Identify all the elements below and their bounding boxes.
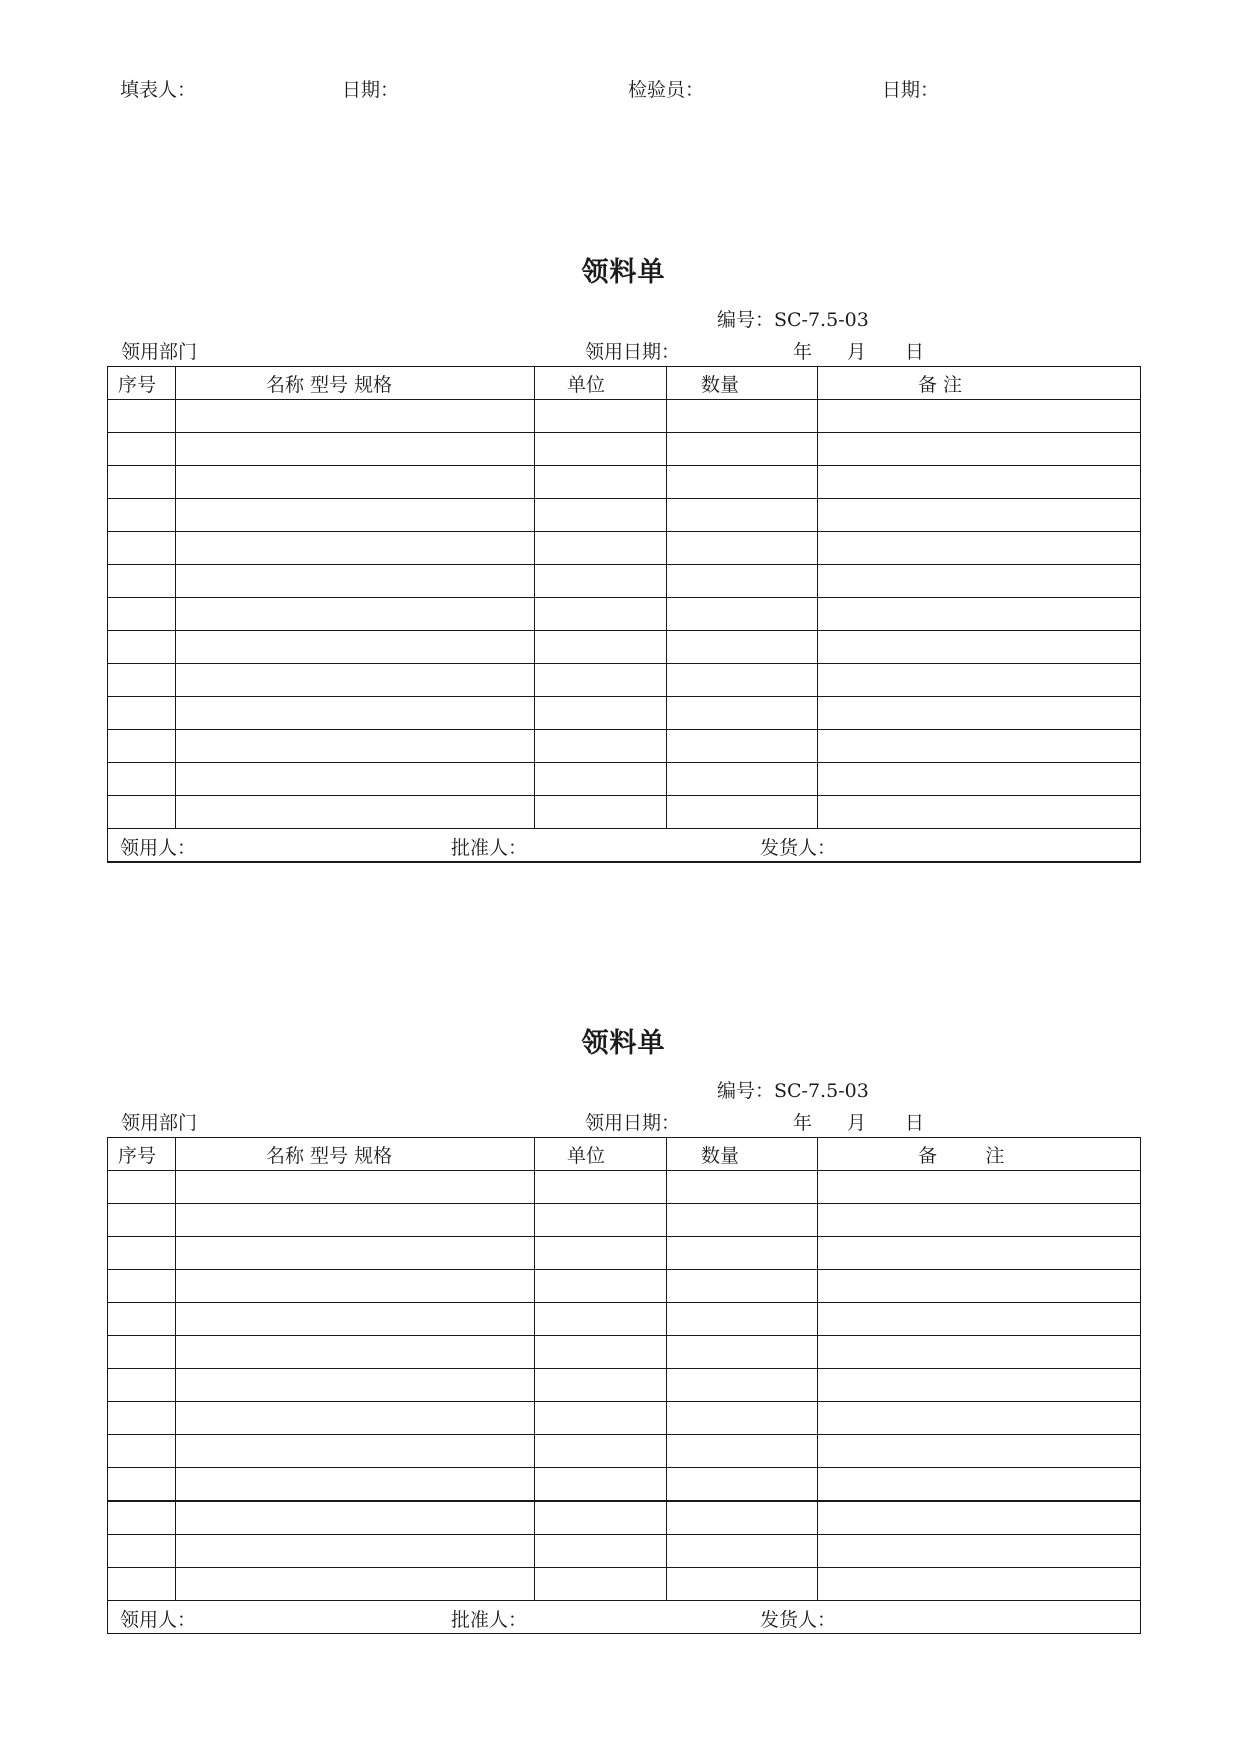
approver-label: 批准人： <box>451 837 528 859</box>
receiver-label: 领用人： <box>120 837 197 859</box>
unit-cell[interactable] <box>535 1204 667 1237</box>
seq-cell[interactable] <box>108 1468 176 1502</box>
name-cell[interactable] <box>176 466 535 499</box>
name-cell[interactable] <box>176 1270 535 1303</box>
seq-cell[interactable] <box>108 1435 176 1468</box>
name-cell[interactable] <box>176 1369 535 1402</box>
name-cell[interactable] <box>176 598 535 631</box>
name-cell[interactable] <box>176 697 535 730</box>
qty-cell[interactable] <box>667 532 818 565</box>
name-cell[interactable] <box>176 763 535 796</box>
qty-cell[interactable] <box>667 565 818 598</box>
table-row <box>108 499 1141 532</box>
qty-cell[interactable] <box>667 466 818 499</box>
qty-cell[interactable] <box>667 1237 818 1270</box>
note-cell[interactable] <box>818 1535 1141 1568</box>
seq-cell[interactable] <box>108 1171 176 1204</box>
name-cell[interactable] <box>176 532 535 565</box>
name-cell[interactable] <box>176 1468 535 1502</box>
table-row <box>108 1237 1141 1270</box>
table-footer-row <box>108 829 1141 863</box>
signature-cell <box>108 829 1141 863</box>
unit-cell[interactable] <box>535 1303 667 1336</box>
table-row <box>108 1535 1141 1568</box>
qty-cell[interactable] <box>667 1402 818 1435</box>
seq-cell[interactable] <box>108 631 176 664</box>
note-cell[interactable] <box>818 1435 1141 1468</box>
seq-cell[interactable] <box>108 532 176 565</box>
filler-label: 填表人： <box>120 79 197 101</box>
seq-cell[interactable] <box>108 1270 176 1303</box>
table-row <box>108 763 1141 796</box>
name-cell[interactable] <box>176 565 535 598</box>
table-row <box>108 796 1141 829</box>
note-cell[interactable] <box>818 1237 1141 1270</box>
day-label: 日 <box>905 1112 925 1134</box>
note-cell[interactable] <box>818 763 1141 796</box>
col-header-unit: 单位 <box>535 367 667 400</box>
col-header-qty: 数量 <box>667 1138 818 1171</box>
table-row <box>108 598 1141 631</box>
col-header-note: 备 注 <box>818 1138 1141 1171</box>
name-cell[interactable] <box>176 1303 535 1336</box>
unit-cell[interactable] <box>535 565 667 598</box>
note-cell[interactable] <box>818 466 1141 499</box>
seq-cell[interactable] <box>108 1237 176 1270</box>
note-cell[interactable] <box>818 664 1141 697</box>
unit-cell[interactable] <box>535 664 667 697</box>
name-cell[interactable] <box>176 664 535 697</box>
table-row <box>108 1568 1141 1601</box>
name-cell[interactable] <box>176 1501 535 1535</box>
dept-label: 领用部门 <box>121 341 198 363</box>
unit-cell[interactable] <box>535 1501 667 1535</box>
name-cell[interactable] <box>176 1402 535 1435</box>
name-cell[interactable] <box>176 730 535 763</box>
date-label: 领用日期： <box>585 341 681 363</box>
col-header-name: 名称 型号 规格 <box>176 1138 535 1171</box>
table-header-row <box>108 1138 1141 1171</box>
date-label-2: 日期： <box>882 79 940 101</box>
col-header-seq: 序号 <box>108 367 176 400</box>
note-cell[interactable] <box>818 532 1141 565</box>
name-cell[interactable] <box>176 631 535 664</box>
qty-cell[interactable] <box>667 433 818 466</box>
qty-cell[interactable] <box>667 598 818 631</box>
unit-cell[interactable] <box>535 1468 667 1502</box>
seq-cell[interactable] <box>108 433 176 466</box>
col-header-unit: 单位 <box>535 1138 667 1171</box>
col-header-qty: 数量 <box>667 367 818 400</box>
day-label: 日 <box>905 341 925 363</box>
qty-cell[interactable] <box>667 1468 818 1502</box>
approver-label: 批准人： <box>451 1609 528 1631</box>
unit-cell[interactable] <box>535 1171 667 1204</box>
note-cell[interactable] <box>818 433 1141 466</box>
note-cell[interactable] <box>818 1501 1141 1535</box>
table-row <box>108 565 1141 598</box>
qty-cell[interactable] <box>667 1204 818 1237</box>
seq-cell[interactable] <box>108 466 176 499</box>
table-row <box>108 697 1141 730</box>
table-row <box>108 1501 1141 1535</box>
seq-cell[interactable] <box>108 1303 176 1336</box>
table-row <box>108 466 1141 499</box>
note-cell[interactable] <box>818 400 1141 433</box>
note-cell[interactable] <box>818 631 1141 664</box>
seq-cell[interactable] <box>108 664 176 697</box>
table-footer-row <box>108 1601 1141 1634</box>
unit-cell[interactable] <box>535 631 667 664</box>
qty-cell[interactable] <box>667 697 818 730</box>
note-cell[interactable] <box>818 1171 1141 1204</box>
table-row <box>108 1369 1141 1402</box>
qty-cell[interactable] <box>667 1369 818 1402</box>
seq-cell[interactable] <box>108 598 176 631</box>
col-header-name: 名称 型号 规格 <box>176 367 535 400</box>
seq-cell[interactable] <box>108 1402 176 1435</box>
table-row <box>108 1204 1141 1237</box>
unit-cell[interactable] <box>535 532 667 565</box>
table-row <box>108 1468 1141 1502</box>
name-cell[interactable] <box>176 1568 535 1601</box>
table-row <box>108 730 1141 763</box>
qty-cell[interactable] <box>667 763 818 796</box>
note-cell[interactable] <box>818 1568 1141 1601</box>
unit-cell[interactable] <box>535 763 667 796</box>
table-row <box>108 1303 1141 1336</box>
table-row <box>108 1270 1141 1303</box>
qty-cell[interactable] <box>667 796 818 829</box>
seq-cell[interactable] <box>108 400 176 433</box>
note-cell[interactable] <box>818 499 1141 532</box>
note-cell[interactable] <box>818 1303 1141 1336</box>
table-row <box>108 631 1141 664</box>
unit-cell[interactable] <box>535 1270 667 1303</box>
table-row <box>108 532 1141 565</box>
seq-cell[interactable] <box>108 1568 176 1601</box>
note-cell[interactable] <box>818 598 1141 631</box>
name-cell[interactable] <box>176 1535 535 1568</box>
name-cell[interactable] <box>176 1237 535 1270</box>
qty-cell[interactable] <box>667 499 818 532</box>
items-table <box>107 366 1141 863</box>
note-cell[interactable] <box>818 796 1141 829</box>
table-header-row <box>108 367 1141 400</box>
name-cell[interactable] <box>176 1204 535 1237</box>
date-label-1: 日期： <box>342 79 400 101</box>
name-cell[interactable] <box>176 400 535 433</box>
dept-label: 领用部门 <box>121 1112 198 1134</box>
shipper-label: 发货人： <box>760 837 837 859</box>
note-cell[interactable] <box>818 730 1141 763</box>
form-title: 领料单 <box>581 257 666 288</box>
form-code: 编号：SC-7.5-03 <box>717 1080 869 1102</box>
seq-cell[interactable] <box>108 796 176 829</box>
qty-cell[interactable] <box>667 1303 818 1336</box>
name-cell[interactable] <box>176 796 535 829</box>
shipper-label: 发货人： <box>760 1609 837 1631</box>
seq-cell[interactable] <box>108 1369 176 1402</box>
form-title: 领料单 <box>581 1028 666 1059</box>
unit-cell[interactable] <box>535 1369 667 1402</box>
qty-cell[interactable] <box>667 1435 818 1468</box>
note-cell[interactable] <box>818 1270 1141 1303</box>
unit-cell[interactable] <box>535 499 667 532</box>
year-label: 年 <box>793 341 813 363</box>
seq-cell[interactable] <box>108 730 176 763</box>
form-meta <box>107 1108 1140 1134</box>
unit-cell[interactable] <box>535 796 667 829</box>
table-row <box>108 1171 1141 1204</box>
col-header-note: 备 注 <box>818 367 1141 400</box>
note-cell[interactable] <box>818 565 1141 598</box>
unit-cell[interactable] <box>535 466 667 499</box>
unit-cell[interactable] <box>535 400 667 433</box>
qty-cell[interactable] <box>667 664 818 697</box>
note-cell[interactable] <box>818 1468 1141 1502</box>
name-cell[interactable] <box>176 1435 535 1468</box>
note-cell[interactable] <box>818 1204 1141 1237</box>
seq-cell[interactable] <box>108 565 176 598</box>
form-meta <box>107 337 1140 363</box>
table-row <box>108 400 1141 433</box>
unit-cell[interactable] <box>535 1435 667 1468</box>
month-label: 月 <box>847 1112 867 1134</box>
unit-cell[interactable] <box>535 1568 667 1601</box>
qty-cell[interactable] <box>667 1535 818 1568</box>
qty-cell[interactable] <box>667 1336 818 1369</box>
month-label: 月 <box>847 341 867 363</box>
seq-cell[interactable] <box>108 499 176 532</box>
qty-cell[interactable] <box>667 400 818 433</box>
note-cell[interactable] <box>818 1369 1141 1402</box>
form-code: 编号：SC-7.5-03 <box>717 309 869 331</box>
name-cell[interactable] <box>176 433 535 466</box>
seq-cell[interactable] <box>108 763 176 796</box>
unit-cell[interactable] <box>535 598 667 631</box>
year-label: 年 <box>793 1112 813 1134</box>
note-cell[interactable] <box>818 1402 1141 1435</box>
seq-cell[interactable] <box>108 697 176 730</box>
name-cell[interactable] <box>176 499 535 532</box>
qty-cell[interactable] <box>667 1568 818 1601</box>
top-signature-line <box>120 75 1120 105</box>
table-row <box>108 1336 1141 1369</box>
qty-cell[interactable] <box>667 1171 818 1204</box>
table-row <box>108 1402 1141 1435</box>
note-cell[interactable] <box>818 1336 1141 1369</box>
receiver-label: 领用人： <box>120 1609 197 1631</box>
date-label: 领用日期： <box>585 1112 681 1134</box>
seq-cell[interactable] <box>108 1501 176 1535</box>
unit-cell[interactable] <box>535 730 667 763</box>
table-row <box>108 664 1141 697</box>
name-cell[interactable] <box>176 1171 535 1204</box>
col-header-seq: 序号 <box>108 1138 176 1171</box>
qty-cell[interactable] <box>667 730 818 763</box>
items-table <box>107 1137 1141 1634</box>
note-cell[interactable] <box>818 697 1141 730</box>
unit-cell[interactable] <box>535 1535 667 1568</box>
seq-cell[interactable] <box>108 1204 176 1237</box>
seq-cell[interactable] <box>108 1535 176 1568</box>
unit-cell[interactable] <box>535 433 667 466</box>
qty-cell[interactable] <box>667 631 818 664</box>
signature-cell <box>108 1601 1141 1634</box>
table-row <box>108 433 1141 466</box>
unit-cell[interactable] <box>535 1237 667 1270</box>
name-cell[interactable] <box>176 1336 535 1369</box>
qty-cell[interactable] <box>667 1270 818 1303</box>
inspector-label: 检验员： <box>628 79 705 101</box>
table-row <box>108 1435 1141 1468</box>
qty-cell[interactable] <box>667 1501 818 1535</box>
seq-cell[interactable] <box>108 1336 176 1369</box>
unit-cell[interactable] <box>535 1336 667 1369</box>
unit-cell[interactable] <box>535 1402 667 1435</box>
unit-cell[interactable] <box>535 697 667 730</box>
